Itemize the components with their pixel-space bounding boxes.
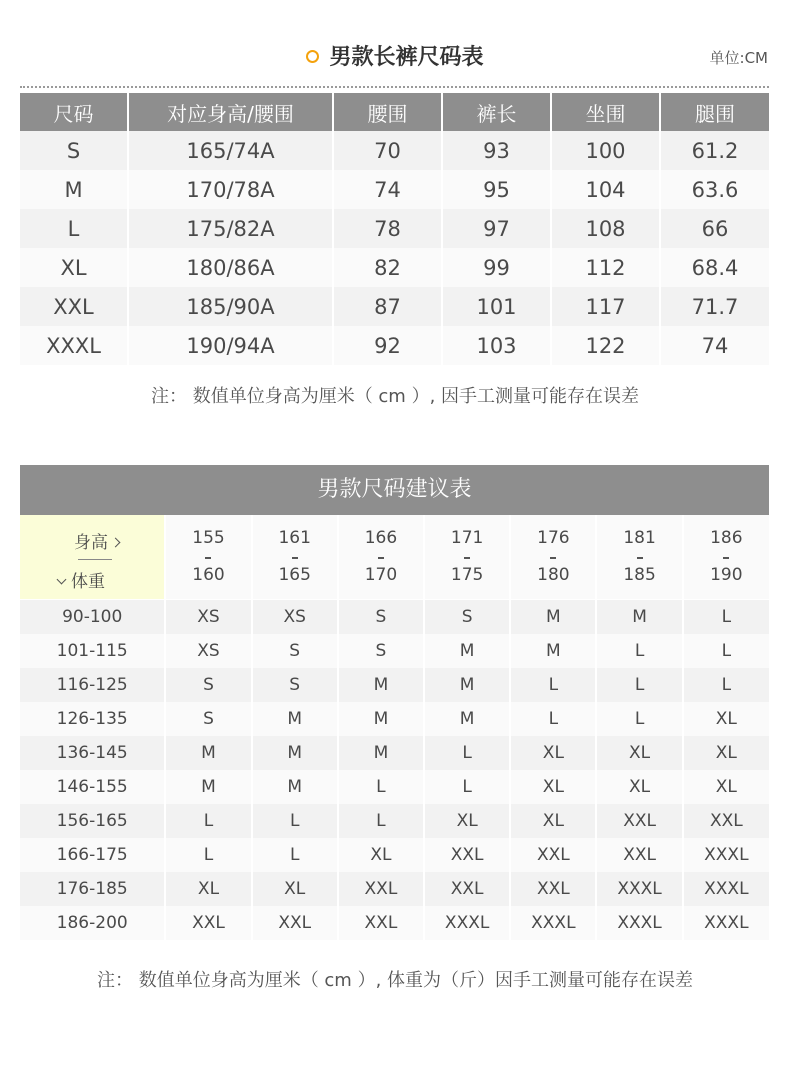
table-cell: 92 [333,326,442,365]
dash-icon [464,557,470,559]
height-from: 186 [710,528,743,548]
size-cell: XXL [683,804,769,838]
size-chart-title: 男款长裤尺码表 [329,45,484,70]
size-cell: XXXL [424,906,510,940]
table-cell: 78 [333,209,442,248]
size-cell: XXL [165,906,251,940]
size-cell: M [338,668,424,702]
size-cell: S [338,634,424,668]
dash-icon [550,557,556,559]
size-cell: S [252,634,338,668]
size-cell: M [596,600,682,634]
dash-icon [378,557,384,559]
header-cell: 腿围 [660,93,769,131]
size-cell: XXL [596,838,682,872]
weight-cell: 136-145 [20,736,165,770]
size-cell: M [424,668,510,702]
height-to: 190 [710,565,743,585]
table-row [20,131,769,170]
height-from: 166 [364,528,398,548]
height-range-cell [510,515,596,599]
size-cell: XL [596,770,682,804]
size-cell: S [424,600,510,634]
table-cell: 103 [442,326,551,365]
size-cell: XXL [338,872,424,906]
table-cell: 93 [442,131,551,170]
table-cell: 112 [551,248,660,287]
table-cell: 95 [442,170,551,209]
size-cell: L [596,668,682,702]
height-to: 165 [278,565,311,585]
size-cell: XL [510,736,596,770]
table-cell: 71.7 [660,287,769,326]
table-cell: 74 [660,326,769,365]
dash-icon [205,557,211,559]
table-cell: 97 [442,209,551,248]
table-cell: XXXL [20,326,128,365]
weight-cell: 126-135 [20,702,165,736]
table-cell: 87 [333,287,442,326]
table-cell: 175/82A [128,209,333,248]
table-cell: 70 [333,131,442,170]
table-row [20,906,769,940]
chevron-down-icon [57,575,67,585]
size-cell: M [338,736,424,770]
height-range-cell [252,515,338,599]
height-to: 185 [623,565,656,585]
size-cell: XS [165,634,251,668]
size-cell: L [338,770,424,804]
table-cell: 180/86A [128,248,333,287]
table-cell: XL [20,248,128,287]
corner-height-label: 身高 [74,533,108,553]
corner-height [74,528,119,553]
size-cell: XXXL [683,872,769,906]
size-cell: M [510,600,596,634]
size-cell: M [424,634,510,668]
unit-label: 单位:CM [709,49,768,67]
size-cell: XXXL [683,906,769,940]
size-chart-title-wrap [0,40,790,76]
size-chart-header-row [20,93,769,131]
size-cell: XXXL [683,838,769,872]
table-row [20,634,769,668]
table-cell: 108 [551,209,660,248]
dash-icon [637,557,643,559]
height-range-cell [424,515,510,599]
size-cell: XXL [424,872,510,906]
size-chart-table [20,93,769,365]
table-cell: 117 [551,287,660,326]
height-from: 176 [537,528,570,548]
size-cell: XS [165,600,251,634]
corner-divider [78,559,112,560]
height-header-row [20,515,769,599]
size-cell: L [683,668,769,702]
size-cell: XXXL [596,906,682,940]
size-cell: XL [510,770,596,804]
table-row [20,736,769,770]
weight-cell: 116-125 [20,668,165,702]
size-cell: S [165,668,251,702]
size-cell: XL [683,770,769,804]
height-to: 180 [537,565,570,585]
size-cell: L [165,804,251,838]
weight-cell: 156-165 [20,804,165,838]
size-cell: XXL [338,906,424,940]
table-row [20,702,769,736]
table-row [20,770,769,804]
size-cell: S [165,702,251,736]
table-cell: XXL [20,287,128,326]
size-cell: XXL [510,838,596,872]
size-cell: L [683,600,769,634]
recommend-chart-note: 注： 数值单位身高为厘米（ cm ）, 体重为（斤）因手工测量可能存在误差 [96,970,694,991]
table-cell: 190/94A [128,326,333,365]
height-to: 160 [192,565,225,585]
table-row [20,170,769,209]
size-cell: XXXL [596,872,682,906]
size-cell: S [338,600,424,634]
size-cell: XL [683,736,769,770]
table-cell: 100 [551,131,660,170]
weight-cell: 146-155 [20,770,165,804]
dash-icon [292,557,298,559]
size-cell: XXL [596,804,682,838]
size-cell: XL [596,736,682,770]
table-cell: L [20,209,128,248]
header-cell: 裤长 [442,93,551,131]
weight-cell: 101-115 [20,634,165,668]
table-cell: 165/74A [128,131,333,170]
table-row [20,600,769,634]
size-cell: L [338,804,424,838]
size-cell: M [424,702,510,736]
height-from: 155 [192,528,225,548]
size-cell: XXL [252,906,338,940]
height-from: 181 [623,528,656,548]
table-cell: 82 [333,248,442,287]
size-cell: L [596,634,682,668]
size-cell: L [596,702,682,736]
corner-cell [20,515,165,599]
size-cell: S [252,668,338,702]
height-range-cell [596,515,682,599]
size-cell: M [338,702,424,736]
size-cell: L [510,702,596,736]
weight-cell: 176-185 [20,872,165,906]
corner-weight [58,567,105,592]
table-row [20,287,769,326]
size-cell: XXXL [510,906,596,940]
height-to: 170 [364,565,398,585]
table-row [20,668,769,702]
dotted-divider [20,86,769,88]
size-chart-header [0,40,790,76]
corner-weight-label: 体重 [71,572,105,592]
weight-cell: 90-100 [20,600,165,634]
size-cell: XL [683,702,769,736]
table-cell: 185/90A [128,287,333,326]
size-cell: XXL [510,872,596,906]
header-cell: 坐围 [551,93,660,131]
size-cell: L [165,838,251,872]
size-cell: L [683,634,769,668]
size-cell: M [252,770,338,804]
size-cell: M [165,770,251,804]
table-cell: 68.4 [660,248,769,287]
header-cell: 腰围 [333,93,442,131]
header-cell: 对应身高/腰围 [128,93,333,131]
table-cell: S [20,131,128,170]
table-cell: 170/78A [128,170,333,209]
size-chart-note: 注： 数值单位身高为厘米（ cm ）, 因手工测量可能存在误差 [150,386,640,407]
recommend-chart-title: 男款尺码建议表 [20,465,769,515]
circle-icon [306,50,319,63]
dash-icon [723,557,729,559]
height-range-cell [683,515,769,599]
table-row [20,838,769,872]
height-from: 171 [450,528,484,548]
table-cell: 122 [551,326,660,365]
size-cell: XL [424,804,510,838]
table-cell: 99 [442,248,551,287]
size-cell: L [510,668,596,702]
weight-cell: 186-200 [20,906,165,940]
recommend-chart-body [20,515,769,940]
table-row [20,872,769,906]
table-row [20,804,769,838]
table-cell: 101 [442,287,551,326]
size-cell: XL [165,872,251,906]
table-cell: 63.6 [660,170,769,209]
table-row [20,326,769,365]
recommend-chart-table [20,515,769,940]
table-row [20,209,769,248]
size-cell: M [252,736,338,770]
size-cell: XL [338,838,424,872]
table-row [20,248,769,287]
height-to: 175 [450,565,484,585]
height-from: 161 [278,528,311,548]
chevron-right-icon [111,538,121,548]
weight-cell: 166-175 [20,838,165,872]
size-cell: L [424,736,510,770]
table-cell: M [20,170,128,209]
table-cell: 61.2 [660,131,769,170]
table-cell: 66 [660,209,769,248]
size-cell: L [252,804,338,838]
size-chart-body [20,131,769,365]
size-cell: M [165,736,251,770]
size-cell: XS [252,600,338,634]
height-range-cell [338,515,424,599]
table-cell: 104 [551,170,660,209]
size-cell: XXL [424,838,510,872]
size-cell: XL [510,804,596,838]
size-cell: M [510,634,596,668]
size-cell: XL [252,872,338,906]
header-cell: 尺码 [20,93,128,131]
size-cell: L [424,770,510,804]
size-cell: L [252,838,338,872]
size-cell: M [252,702,338,736]
height-range-cell [165,515,251,599]
table-cell: 74 [333,170,442,209]
